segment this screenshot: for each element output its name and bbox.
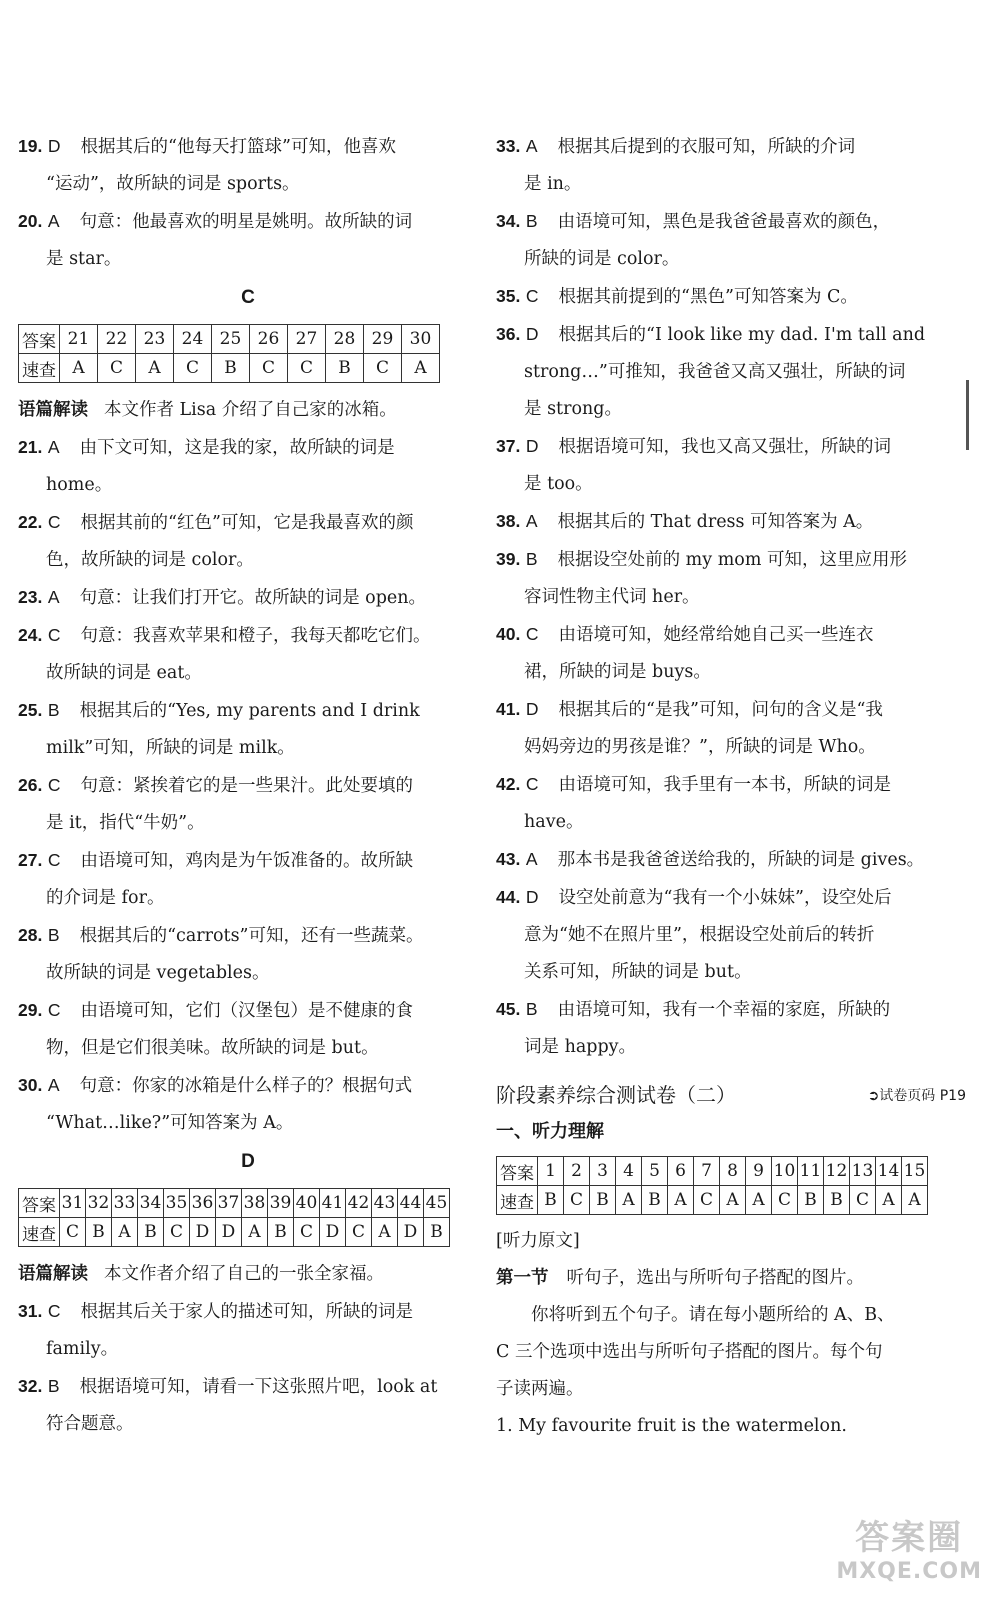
item-number: 20. [18,211,43,231]
item-line2: 是 too。 [524,474,593,494]
item-number: 37. [496,436,521,456]
table-answer-cell: B [538,1186,564,1215]
item-number: 32. [18,1376,43,1396]
intro-text: 本文作者 Lisa 介绍了自己家的冰箱。 [104,400,397,420]
item-line2: have。 [524,812,584,832]
table-question-number: 34 [138,1189,164,1218]
table-answer-cell: A [60,354,98,383]
item-line1: 根据其后的“是我”可知，问句的含义是“我 [558,700,883,720]
answer-item [496,991,966,1066]
item-number: 26. [18,775,43,795]
answer-item [18,617,478,692]
item-line2: family。 [46,1339,119,1359]
item-answer: A [525,849,538,869]
table-answer-cell: A [902,1186,928,1215]
left-column [18,128,478,1443]
intro-text: 本文作者介绍了自己的一张全家福。 [104,1264,384,1284]
table-question-number: 6 [668,1157,694,1186]
item-line2: “What…like?”可知答案为 A。 [46,1113,294,1133]
table-question-number: 10 [772,1157,798,1186]
item-number: 40. [496,624,521,644]
table-answer-cell: B [86,1218,112,1247]
item-line1: 由语境可知，黑色是我爸爸最喜欢的颜色， [557,212,891,232]
table-answer-cell: C [288,354,326,383]
watermark-top: 答案圈 [855,1518,964,1558]
item-line2: 妈妈旁边的男孩是谁？”，所缺的词是 Who。 [524,737,876,757]
item-answer: D [525,324,539,344]
item-line1: 根据其后的“carrots”可知，还有一些蔬菜。 [79,926,424,946]
item-answer: C [47,850,61,870]
table-answer-cell: B [642,1186,668,1215]
item-answer: A [47,587,60,607]
item-answer: B [47,925,60,945]
item-line1: 设空处前意为“我有一个小妹妹”，设空处后 [558,888,892,908]
item-answer: A [47,211,60,231]
answer-item [496,278,966,316]
table-answer-cell: B [798,1186,824,1215]
table-answer-cell: B [268,1218,294,1247]
table-question-number: 26 [250,325,288,354]
table-answer-cell: C [850,1186,876,1215]
table-question-number: 24 [174,325,212,354]
table-question-number: 27 [288,325,326,354]
item-line1: 根据其后的“I look like my dad. I'm tall and [558,325,926,345]
section1-label: 第一节 [496,1268,549,1288]
table-answer-cell: A [136,354,174,383]
item-line1: 由语境可知，它们（汉堡包）是不健康的食 [80,1001,414,1021]
table-answer-cell: D [190,1218,216,1247]
instructions-line3: 子读两遍。 [496,1379,584,1399]
item-line1: 根据其后的 That dress 可知答案为 A。 [557,512,874,532]
item-number: 30. [18,1075,43,1095]
answer-item [496,203,966,278]
item-number: 41. [496,699,521,719]
item-number: 19. [18,136,43,156]
item-answer: A [525,136,538,156]
answer-item [496,766,966,841]
table-answer-cell: B [138,1218,164,1247]
item-line2: 物，但是它们很美味。故所缺的词是 but。 [46,1038,379,1058]
item-answer: B [525,211,538,231]
item-line2: 所缺的词是 color。 [524,249,680,269]
watermark-logo [836,1510,982,1584]
table-question-number: 2 [564,1157,590,1186]
table-question-number: 21 [60,325,98,354]
item-line2: milk”可知，所缺的词是 milk。 [46,738,295,758]
item-line3: 关系可知，所缺的词是 but。 [524,962,752,982]
table-question-number: 22 [98,325,136,354]
item-number: 25. [18,700,43,720]
table-answer-cell: B [590,1186,616,1215]
item-line3: 是 strong。 [524,399,622,419]
answer-item [18,917,478,992]
table-answer-cell: A [402,354,440,383]
item-line2: 是 in。 [524,174,582,194]
table-answer-cell: C [346,1218,372,1247]
table-answer-cell: C [60,1218,86,1247]
item-line2: 故所缺的词是 vegetables。 [46,963,270,983]
table-question-number: 13 [850,1157,876,1186]
item-line2: 故所缺的词是 eat。 [46,663,202,683]
item-number: 24. [18,625,43,645]
item-answer: C [525,774,539,794]
table-answer-cell: A [112,1218,138,1247]
table-question-number: 36 [190,1189,216,1218]
item-number: 39. [496,549,521,569]
table-question-number: 11 [798,1157,824,1186]
item-answer: B [47,1376,60,1396]
table-answer-label: 速查 [497,1186,538,1215]
table-question-number: 40 [294,1189,320,1218]
item-answer: C [525,286,539,306]
answer-item [18,992,478,1067]
test-title: 阶段素养综合测试卷（二） [496,1083,736,1107]
table-answer-cell: C [164,1218,190,1247]
section1-line [496,1260,966,1297]
table-answer-cell: D [216,1218,242,1247]
item-line2: 色，故所缺的词是 color。 [46,550,254,570]
item-number: 34. [496,211,521,231]
section-d-items-cont [496,128,966,1066]
table-answer-cell: C [694,1186,720,1215]
item-line1: 句意：让我们打开它。故所缺的词是 open。 [79,588,427,608]
item-answer: A [525,511,538,531]
item-line1: 由语境可知，我手里有一本书，所缺的词是 [558,775,892,795]
right-column [496,128,966,1445]
table-answer-cell: C [98,354,136,383]
item-line1: 根据其后关于家人的描述可知，所缺的词是 [80,1302,414,1322]
item-answer: D [47,136,61,156]
item-line1: 句意：你家的冰箱是什么样子的？根据句式 [79,1076,413,1096]
answer-item [496,428,966,503]
table-question-number: 12 [824,1157,850,1186]
section-d-items [18,1293,478,1443]
item-number: 23. [18,587,43,607]
item-line1: 由语境可知，鸡肉是为午饭准备的。故所缺 [80,851,414,871]
table-question-number: 29 [364,325,402,354]
table-question-number: 41 [320,1189,346,1218]
answer-item [496,128,966,203]
table-answer-cell: A [668,1186,694,1215]
item-answer: A [47,1075,60,1095]
table-question-number: 33 [112,1189,138,1218]
item-answer: C [47,625,61,645]
answer-item [496,841,966,879]
item-line2: strong…”可推知，我爸爸又高又强壮，所缺的词 [524,362,906,382]
table-question-number: 3 [590,1157,616,1186]
item-number: 36. [496,324,521,344]
table-question-number: 15 [902,1157,928,1186]
answer-table-c [18,324,440,383]
item-line1: 根据其前的“红色”可知，它是我最喜欢的颜 [80,513,414,533]
table-question-number: 35 [164,1189,190,1218]
item-answer: C [47,775,61,795]
item-answer: C [47,1301,61,1321]
listening-sentence-1: 1. My favourite fruit is the watermelon. [496,1416,847,1436]
item-answer: A [47,437,60,457]
table-answer-cell: B [326,354,364,383]
item-line1: 根据其后的“他每天打篮球”可知，他喜欢 [80,137,396,157]
section1-text: 听句子，选出与所听句子搭配的图片。 [566,1268,864,1288]
test-header [496,1076,966,1114]
item-line1: 根据语境可知，我也又高又强壮，所缺的词 [558,437,892,457]
table-question-number: 42 [346,1189,372,1218]
item-number: 21. [18,437,43,457]
table-header-label: 答案 [497,1157,538,1186]
item-line2: 的介词是 for。 [46,888,165,908]
table-question-number: 23 [136,325,174,354]
answer-item [18,1293,478,1368]
table-question-number: 4 [616,1157,642,1186]
table-answer-cell: C [364,354,402,383]
item-line1: 由语境可知，她经常给她自己买一些连衣 [558,625,874,645]
item-line2: 容词性物主代词 her。 [524,587,700,607]
item-line2: 是 star。 [46,249,122,269]
table-header-label: 答案 [19,325,60,354]
item-line1: 根据其前提到的“黑色”可知答案为 C。 [558,287,858,307]
table-question-number: 44 [398,1189,424,1218]
answer-item [496,541,966,616]
item-number: 29. [18,1000,43,1020]
table-answer-cell: A [372,1218,398,1247]
table-answer-cell: B [424,1218,450,1247]
table-answer-cell: D [320,1218,346,1247]
table-answer-cell: C [772,1186,798,1215]
answer-item [496,691,966,766]
answer-table-test [496,1156,928,1215]
items-before-c [18,128,478,278]
item-answer: C [525,624,539,644]
table-answer-label: 速查 [19,354,60,383]
table-answer-cell: B [212,354,250,383]
table-question-number: 9 [746,1157,772,1186]
item-line2: 词是 happy。 [524,1037,637,1057]
item-number: 27. [18,850,43,870]
answer-item [18,842,478,917]
item-answer: D [525,887,539,907]
instructions-line1: 你将听到五个句子。请在每小题所给的 A、B、 [531,1305,895,1325]
table-question-number: 31 [60,1189,86,1218]
table-answer-cell: C [294,1218,320,1247]
table-question-number: 30 [402,325,440,354]
part-heading: 一、听力理解 [496,1121,604,1142]
item-answer: D [525,436,539,456]
table-question-number: 7 [694,1157,720,1186]
answer-item [18,128,478,203]
table-question-number: 8 [720,1157,746,1186]
table-question-number: 14 [876,1157,902,1186]
table-answer-cell: B [824,1186,850,1215]
item-number: 22. [18,512,43,532]
item-line1: 那本书是我爸爸送给我的，所缺的词是 gives。 [557,850,925,870]
item-number: 35. [496,286,521,306]
table-question-number: 5 [642,1157,668,1186]
item-line1: 句意：我喜欢苹果和橙子，我每天都吃它们。 [80,626,431,646]
item-line1: 根据其后的“Yes, my parents and I drink [79,701,420,721]
table-header-label: 答案 [19,1189,60,1218]
item-number: 45. [496,999,521,1019]
table-question-number: 38 [242,1189,268,1218]
intro-label: 语篇解读 [18,400,88,420]
item-number: 38. [496,511,521,531]
page-edge-mark [966,380,969,450]
item-number: 42. [496,774,521,794]
item-line2: 符合题意。 [46,1414,134,1434]
item-number: 31. [18,1301,43,1321]
table-question-number: 28 [326,325,364,354]
answer-item [496,616,966,691]
section-c-items [18,429,478,1142]
table-answer-cell: A [616,1186,642,1215]
answer-item [496,316,966,428]
table-answer-cell: A [720,1186,746,1215]
item-answer: D [525,699,539,719]
item-number: 44. [496,887,521,907]
item-line2: 是 it，指代“牛奶”。 [46,813,205,833]
item-line1: 由语境可知，我有一个幸福的家庭，所缺的 [557,1000,891,1020]
test-page-ref: ➲试卷页码 P19 [867,1088,966,1104]
table-answer-label: 速查 [19,1218,60,1247]
intro-label: 语篇解读 [18,1264,88,1284]
table-question-number: 37 [216,1189,242,1218]
item-answer: B [47,700,60,720]
item-answer: C [47,1000,61,1020]
answer-item [18,1067,478,1142]
answer-item [18,767,478,842]
section-c-title: C [241,287,255,308]
answer-item [18,1368,478,1443]
passage-intro-c [18,391,478,429]
item-number: 43. [496,849,521,869]
table-answer-cell: C [564,1186,590,1215]
table-question-number: 1 [538,1157,564,1186]
answer-table-d [18,1188,450,1247]
item-number: 33. [496,136,521,156]
table-answer-cell: A [876,1186,902,1215]
table-answer-cell: C [174,354,212,383]
answer-item [18,692,478,767]
item-answer: C [47,512,61,532]
item-line1: 根据其后提到的衣服可知，所缺的介词 [557,137,856,157]
answer-item [18,429,478,504]
table-question-number: 43 [372,1189,398,1218]
listening-label: [听力原文] [496,1231,580,1251]
item-line2: “运动”，故所缺的词是 sports。 [46,174,300,194]
passage-intro-d [18,1255,478,1293]
table-question-number: 25 [212,325,250,354]
answer-item [18,579,478,617]
item-line1: 句意：紧挨着它的是一些果汁。此处要填的 [80,776,414,796]
table-answer-cell: A [242,1218,268,1247]
watermark-bottom: MXQE.COM [836,1559,982,1584]
table-answer-cell: C [250,354,288,383]
item-number: 28. [18,925,43,945]
answer-item [496,503,966,541]
section-d-title: D [241,1151,255,1172]
item-answer: B [525,549,538,569]
table-question-number: 39 [268,1189,294,1218]
item-line2: 裙，所缺的词是 buys。 [524,662,711,682]
item-line2: 意为“她不在照片里”，根据设空处前后的转折 [524,925,875,945]
item-line1: 由下文可知，这是我的家，故所缺的词是 [79,438,395,458]
item-line1: 句意：他最喜欢的明星是姚明。故所缺的词 [79,212,413,232]
item-line1: 根据语境可知，请看一下这张照片吧，look at [79,1377,438,1397]
item-line2: home。 [46,475,113,495]
table-answer-cell: D [398,1218,424,1247]
instructions-line2: C 三个选项中选出与所听句子搭配的图片。每个句 [496,1342,883,1362]
table-answer-cell: A [746,1186,772,1215]
table-question-number: 45 [424,1189,450,1218]
table-question-number: 32 [86,1189,112,1218]
item-answer: B [525,999,538,1019]
answer-item [18,504,478,579]
item-line1: 根据设空处前的 my mom 可知，这里应用形 [557,550,907,570]
answer-item [18,203,478,278]
answer-item [496,879,966,991]
